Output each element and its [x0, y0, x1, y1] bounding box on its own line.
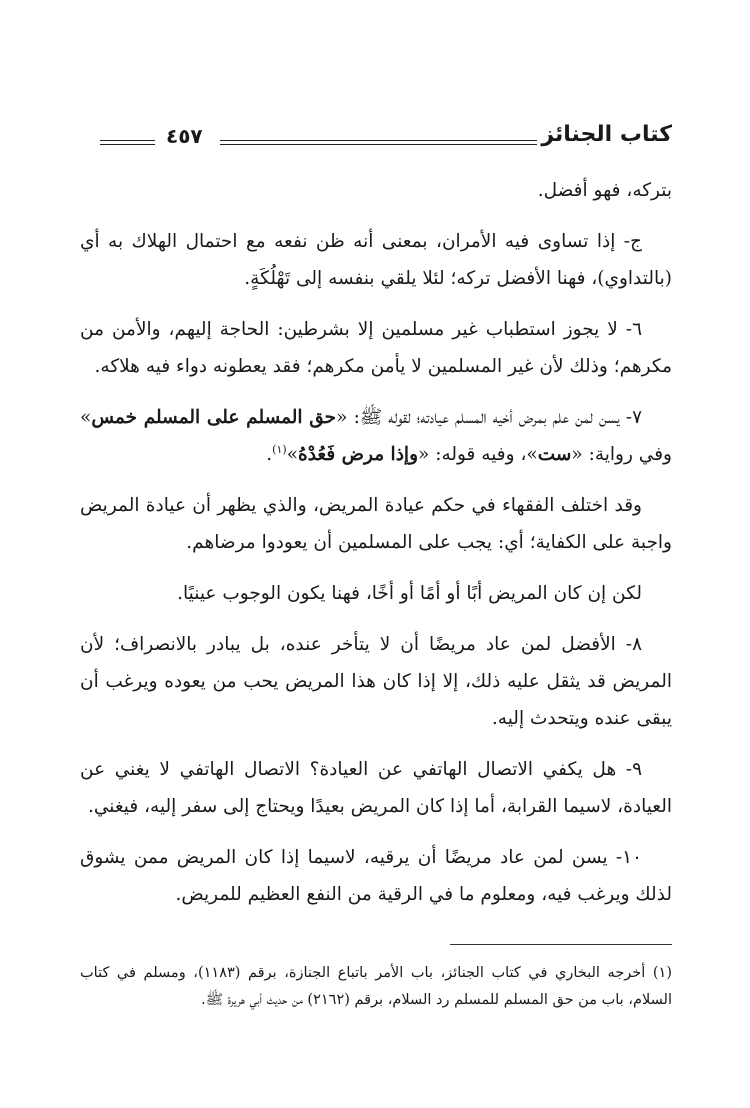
main-text [80, 172, 672, 927]
hadith-quote: حق المسلم على المسلم خمس [91, 407, 337, 428]
paragraph-item-10: ١٠- يسن لمن عاد مريضًا أن يرقيه، لاسيما إذا كان المريض ممن يشوق لذلك ويرغب فيه، ومعلوم ما في الرقية من النفع العظيم للمريض. [80, 847, 672, 905]
paragraph-ruling: وقد اختلف الفقهاء في حكم عيادة المريض، والذي يظهر أن عيادة المريض واجبة على الكفاية؛ أي: يجب على المسلمين أن يعودوا مرضاهم. [80, 495, 672, 553]
hadith-quote: ست [537, 444, 572, 465]
header-rule [220, 140, 537, 145]
page-number: ٤٥٧ [166, 124, 203, 148]
footnote-1: (١) أخرجه البخاري في كتاب الجنائز، باب الأمر باتباع الجنازة، برقم (١١٨٣)، ومسلم في كتاب السلام، باب من حق المسلم للمسلم رد السلام، برقم (٢١٦٢) من حديث أبي هريرة ﷺ. [80, 965, 672, 1008]
footnote-reference[interactable]: (١) [272, 442, 287, 456]
footnotes [80, 960, 672, 1014]
paragraph-item-8: ٨- الأفضل لمن عاد مريضًا أن لا يتأخر عنده، بل يبادر بالانصراف؛ لأن المريض قد يثقل عليه ذلك، إلا إذا كان هذا المريض يحب من يعوده ويرغب أن يبقى عنده ويتحدث إليه. [80, 634, 672, 729]
paragraph-item-7 [80, 399, 672, 473]
paragraph-continuation: بتركه، فهو أفضل. [537, 180, 672, 201]
book-title: كتاب الجنائز [541, 122, 672, 147]
paragraph-item-6: ٦- لا يجوز استطباب غير مسلمين إلا بشرطين: الحاجة إليهم، والأمن من مكرهم؛ وذلك لأن غير المسلمين لا يأمن مكرهم؛ فقد يعطونه دواء فيه هلاكه. [80, 319, 672, 377]
text-span: ٧- يسن لمن علم بمرض أخيه المسلم عيادته؛ لقوله ﷺ: « [336, 407, 642, 428]
paragraph-item-9: ٩- هل يكفي الاتصال الهاتفي عن العيادة؟ الاتصال الهاتفي لا يغني عن العيادة، لاسيما القرابة، أما إذا كان المريض بعيدًا ويحتاج إلى سفر إليه، فيغني. [80, 759, 672, 817]
text-span: . [266, 444, 273, 465]
paragraph-exception: لكن إن كان المريض أبًا أو أمًا أو أخًا، فهنا يكون الوجوب عينيًا. [177, 583, 642, 604]
text-span: »، وفيه قوله: « [418, 444, 538, 465]
text-span: » [286, 444, 299, 465]
paragraph-item-c: ج- إذا تساوى فيه الأمران، بمعنى أنه ظن نفعه مع احتمال الهلاك به أي (بالتداوي)، فهنا الأفضل تركه؛ لئلا يلقي بنفسه إلى تَهْلُكَةٍ. [80, 231, 672, 289]
text-span: » وفي رواية: « [80, 407, 672, 465]
page-number-rule [100, 140, 155, 145]
page-header [100, 118, 672, 158]
footnote-separator [450, 944, 672, 945]
hadith-quote: وإذا مرض فَعُدْهُ [298, 444, 419, 465]
